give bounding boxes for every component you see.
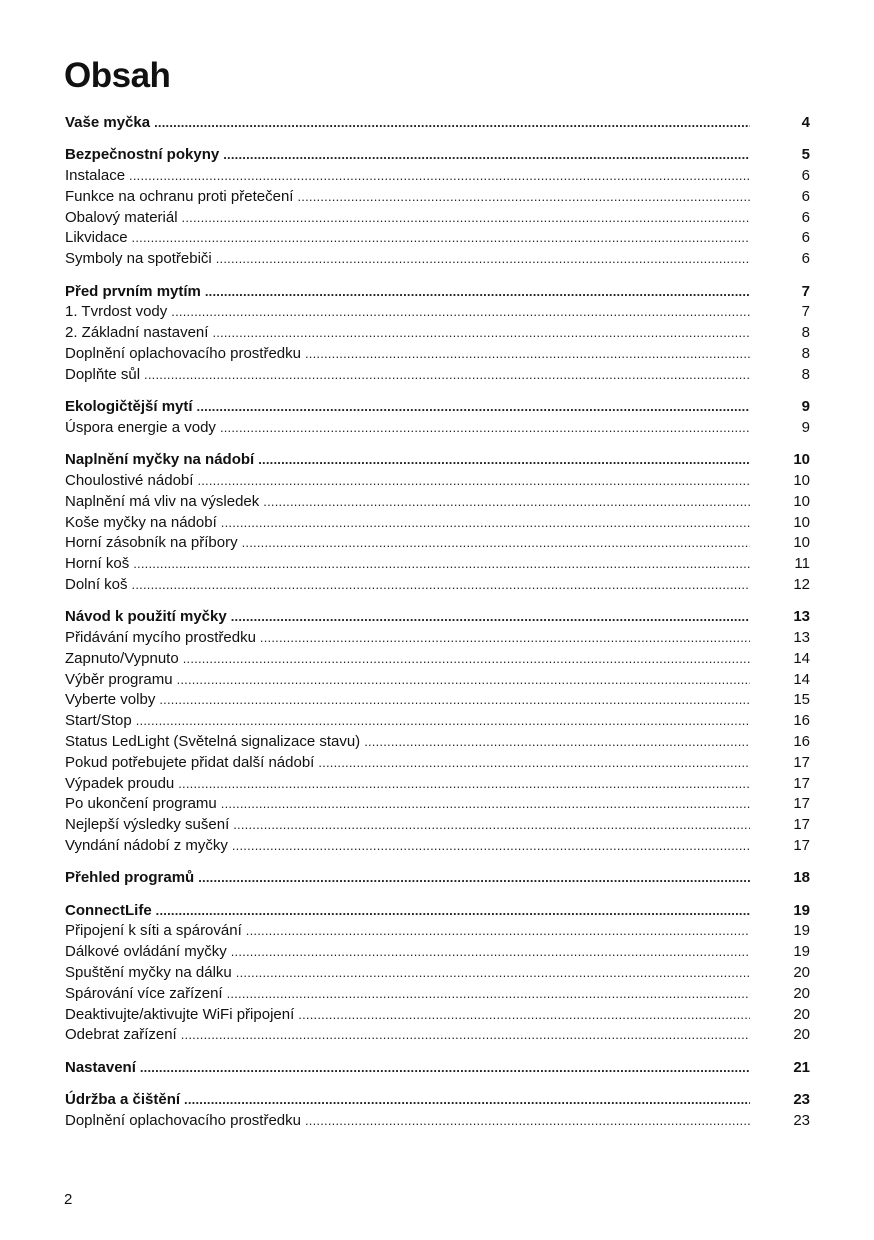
- dot-leader: [177, 670, 750, 691]
- toc-entry-label: Odebrat zařízení: [65, 1026, 177, 1044]
- toc-heading-entry[interactable]: [65, 282, 810, 303]
- dot-leader: [263, 492, 750, 513]
- toc-entry[interactable]: [65, 513, 810, 534]
- toc-section: [65, 397, 810, 439]
- toc-heading-label: Před prvním mytím: [65, 282, 201, 300]
- dot-leader: [133, 554, 750, 575]
- toc-entry[interactable]: [65, 208, 810, 229]
- toc-page-number: 20: [793, 963, 810, 981]
- toc-heading-entry[interactable]: [65, 868, 810, 889]
- dot-leader: [260, 628, 750, 649]
- toc-heading-entry[interactable]: [65, 1058, 810, 1079]
- toc-entry-label: Deaktivujte/aktivujte WiFi připojení: [65, 1005, 295, 1023]
- toc-entry[interactable]: [65, 753, 810, 774]
- toc-page-number: 23: [793, 1090, 810, 1108]
- toc-page-number: 14: [793, 649, 810, 667]
- toc-entry[interactable]: [65, 942, 810, 963]
- toc-entry[interactable]: [65, 323, 810, 344]
- toc-entry[interactable]: [65, 1111, 810, 1132]
- toc-section: [65, 1058, 810, 1079]
- toc-entry-label: Symboly na spotřebiči: [65, 250, 212, 268]
- dot-leader: [171, 302, 750, 323]
- toc-entry-label: Spárování více zařízení: [65, 984, 223, 1002]
- dot-leader: [242, 533, 750, 554]
- toc-section: [65, 113, 810, 134]
- toc-entry[interactable]: [65, 774, 810, 795]
- toc-page-number: 16: [793, 733, 810, 751]
- dot-leader: [231, 942, 750, 963]
- toc-page-number: 17: [793, 795, 810, 813]
- dot-leader: [205, 282, 750, 303]
- toc-heading-label: Vaše myčka: [65, 114, 151, 131]
- toc-page-number: 13: [793, 608, 810, 626]
- toc-entry-label: Vyndání nádobí z myčky: [65, 837, 228, 854]
- dot-leader: [129, 166, 750, 187]
- toc-entry-label: Pokud potřebujete přidat další nádobí: [65, 753, 315, 771]
- toc-page-number: 6: [801, 167, 810, 185]
- toc-page-number: 10: [793, 451, 810, 469]
- toc-page-number: 6: [801, 229, 810, 247]
- toc-section: [65, 1090, 810, 1132]
- dot-leader: [197, 397, 750, 418]
- toc-page-number: 13: [793, 629, 810, 647]
- toc-entry-label: 2. Základní nastavení: [65, 324, 209, 342]
- toc-page-number: 19: [793, 922, 810, 940]
- dot-leader: [298, 1005, 750, 1026]
- toc-entry[interactable]: [65, 533, 810, 554]
- toc-entry[interactable]: [65, 732, 810, 753]
- toc-heading-entry[interactable]: [65, 901, 810, 922]
- toc-entry[interactable]: [65, 836, 810, 857]
- dot-leader: [197, 471, 750, 492]
- dot-leader: [364, 732, 750, 753]
- toc-page-number: 10: [793, 492, 810, 510]
- toc-page-number: 8: [801, 365, 810, 383]
- toc-page-number: 17: [793, 837, 810, 854]
- toc-entry-label: Status LedLight (Světelná signalizace stavu): [65, 733, 361, 751]
- toc-entry-label: Nejlepší výsledky sušení: [65, 816, 230, 834]
- dot-leader: [220, 418, 750, 439]
- toc-entry-label: Instalace: [65, 167, 126, 185]
- toc-page-number: 20: [793, 1026, 810, 1044]
- toc-heading-label: Ekologičtější mytí: [65, 398, 193, 416]
- toc-section: [65, 282, 810, 386]
- toc-heading-label: Bezpečnostní pokyny: [65, 146, 220, 164]
- dot-leader: [246, 921, 750, 942]
- toc-entry[interactable]: [65, 365, 810, 386]
- toc-entry[interactable]: [65, 815, 810, 836]
- dot-leader: [233, 815, 750, 836]
- toc-entry-label: Přidávání mycího prostředku: [65, 629, 256, 647]
- toc-page-number: 10: [793, 534, 810, 552]
- toc-page-number: 16: [793, 712, 810, 730]
- toc-entry[interactable]: [65, 649, 810, 670]
- toc-page-number: 9: [801, 398, 810, 416]
- toc-heading-label: Přehled programů: [65, 869, 195, 887]
- toc-entry-label: Funkce na ochranu proti přetečení: [65, 187, 294, 205]
- dot-leader: [223, 145, 750, 166]
- toc-section: [65, 450, 810, 596]
- dot-leader: [132, 228, 750, 249]
- dot-leader: [318, 753, 750, 774]
- toc-entry-label: Horní koš: [65, 555, 130, 573]
- dot-leader: [232, 836, 750, 857]
- toc-page-number: 18: [793, 869, 810, 887]
- dot-leader: [305, 1111, 750, 1132]
- dot-leader: [156, 901, 750, 922]
- toc-entry[interactable]: [65, 166, 810, 187]
- toc-entry-label: Po ukončení programu: [65, 795, 217, 813]
- dot-leader: [198, 868, 750, 889]
- dot-leader: [144, 365, 750, 386]
- toc-section: [65, 868, 810, 889]
- toc-page-number: 23: [793, 1111, 810, 1129]
- toc-entry[interactable]: [65, 187, 810, 208]
- toc-section: [65, 145, 810, 270]
- toc-page-number: 8: [801, 344, 810, 362]
- dot-leader: [136, 711, 750, 732]
- table-of-contents: [65, 113, 810, 1143]
- toc-page-number: 21: [793, 1058, 810, 1076]
- toc-page-number: 7: [801, 282, 810, 300]
- toc-heading-label: Naplnění myčky na nádobí: [65, 451, 255, 469]
- toc-entry[interactable]: [65, 1005, 810, 1026]
- toc-entry[interactable]: [65, 554, 810, 575]
- toc-page-number: 20: [793, 1005, 810, 1023]
- toc-page-number: 7: [801, 303, 810, 321]
- dot-leader: [182, 208, 750, 229]
- toc-page-number: 9: [801, 418, 810, 436]
- toc-heading-label: ConnectLife: [65, 901, 152, 919]
- toc-entry[interactable]: [65, 628, 810, 649]
- toc-section: [65, 607, 810, 857]
- dot-leader: [132, 575, 750, 596]
- toc-page-number: 6: [801, 187, 810, 205]
- toc-heading-entry[interactable]: [65, 145, 810, 166]
- toc-entry-label: Naplnění má vliv na výsledek: [65, 492, 260, 510]
- dot-leader: [178, 774, 750, 795]
- toc-entry-label: Připojení k síti a spárování: [65, 922, 242, 940]
- toc-entry[interactable]: [65, 711, 810, 732]
- toc-heading-label: Návod k použití myčky: [65, 608, 227, 626]
- toc-entry-label: Spuštění myčky na dálku: [65, 963, 232, 981]
- dot-leader: [221, 513, 750, 534]
- dot-leader: [231, 607, 750, 628]
- toc-page-number: 17: [793, 816, 810, 834]
- dot-leader: [216, 249, 750, 270]
- dot-leader: [221, 794, 750, 815]
- toc-heading-label: Nastavení: [65, 1058, 136, 1076]
- toc-entry[interactable]: [65, 302, 810, 323]
- toc-entry-label: Dolní koš: [65, 575, 128, 593]
- toc-entry-label: Doplňte sůl: [65, 365, 141, 383]
- toc-entry-label: Doplnění oplachovacího prostředku: [65, 344, 301, 362]
- toc-entry-label: Start/Stop: [65, 712, 132, 730]
- page-title: Obsah: [64, 56, 171, 95]
- toc-page-number: 4: [801, 114, 810, 131]
- toc-entry[interactable]: [65, 492, 810, 513]
- toc-page-number: 20: [793, 984, 810, 1002]
- toc-page-number: 6: [801, 208, 810, 226]
- dot-leader: [227, 984, 750, 1005]
- toc-entry[interactable]: [65, 794, 810, 815]
- toc-entry-label: Vyberte volby: [65, 691, 156, 709]
- toc-page-number: 12: [793, 575, 810, 593]
- dot-leader: [140, 1058, 750, 1079]
- toc-entry-label: Likvidace: [65, 229, 128, 247]
- toc-entry[interactable]: [65, 690, 810, 711]
- toc-entry-label: Zapnuto/Vypnuto: [65, 649, 179, 667]
- toc-entry[interactable]: [65, 249, 810, 270]
- toc-entry[interactable]: [65, 670, 810, 691]
- dot-leader: [297, 187, 750, 208]
- toc-entry-label: Úspora energie a vody: [65, 418, 216, 436]
- toc-entry-label: Dálkové ovládání myčky: [65, 943, 227, 961]
- toc-page-number: 8: [801, 324, 810, 342]
- toc-entry-label: Výpadek proudu: [65, 774, 175, 792]
- toc-page-number: 6: [801, 250, 810, 268]
- toc-entry-label: Obalový materiál: [65, 208, 178, 226]
- page-number: 2: [64, 1191, 73, 1208]
- toc-page-number: 17: [793, 774, 810, 792]
- dot-leader: [181, 1025, 750, 1046]
- toc-section: [65, 901, 810, 1047]
- toc-entry-label: 1. Tvrdost vody: [65, 303, 168, 321]
- dot-leader: [184, 1090, 750, 1111]
- toc-entry-label: Doplnění oplachovacího prostředku: [65, 1111, 301, 1129]
- toc-entry-label: Choulostivé nádobí: [65, 471, 194, 489]
- toc-entry-label: Koše myčky na nádobí: [65, 513, 217, 531]
- toc-entry[interactable]: [65, 575, 810, 596]
- toc-heading-entry[interactable]: [65, 397, 810, 418]
- toc-entry[interactable]: [65, 984, 810, 1005]
- toc-entry[interactable]: [65, 228, 810, 249]
- toc-entry-label: Horní zásobník na příbory: [65, 534, 238, 552]
- toc-entry[interactable]: [65, 1025, 810, 1046]
- dot-leader: [258, 450, 750, 471]
- toc-heading-entry[interactable]: [65, 450, 810, 471]
- toc-page-number: 10: [793, 513, 810, 531]
- dot-leader: [236, 963, 750, 984]
- toc-entry[interactable]: [65, 963, 810, 984]
- dot-leader: [305, 344, 750, 365]
- toc-entry[interactable]: [65, 921, 810, 942]
- toc-heading-entry[interactable]: [65, 113, 810, 134]
- toc-page-number: 11: [794, 555, 810, 573]
- toc-page-number: 19: [793, 901, 810, 919]
- dot-leader: [183, 649, 750, 670]
- toc-entry-label: Výběr programu: [65, 670, 173, 688]
- dot-leader: [154, 113, 750, 134]
- toc-heading-entry[interactable]: [65, 1090, 810, 1111]
- toc-page-number: 10: [793, 471, 810, 489]
- toc-entry[interactable]: [65, 471, 810, 492]
- toc-page-number: 17: [793, 753, 810, 771]
- toc-page-number: 15: [793, 691, 810, 709]
- dot-leader: [159, 690, 750, 711]
- toc-heading-label: Údržba a čištění: [65, 1090, 181, 1108]
- toc-heading-entry[interactable]: [65, 607, 810, 628]
- toc-page-number: 14: [793, 670, 810, 688]
- dot-leader: [212, 323, 750, 344]
- toc-page-number: 5: [801, 146, 810, 164]
- toc-entry[interactable]: [65, 418, 810, 439]
- toc-entry[interactable]: [65, 344, 810, 365]
- toc-page-number: 19: [793, 943, 810, 961]
